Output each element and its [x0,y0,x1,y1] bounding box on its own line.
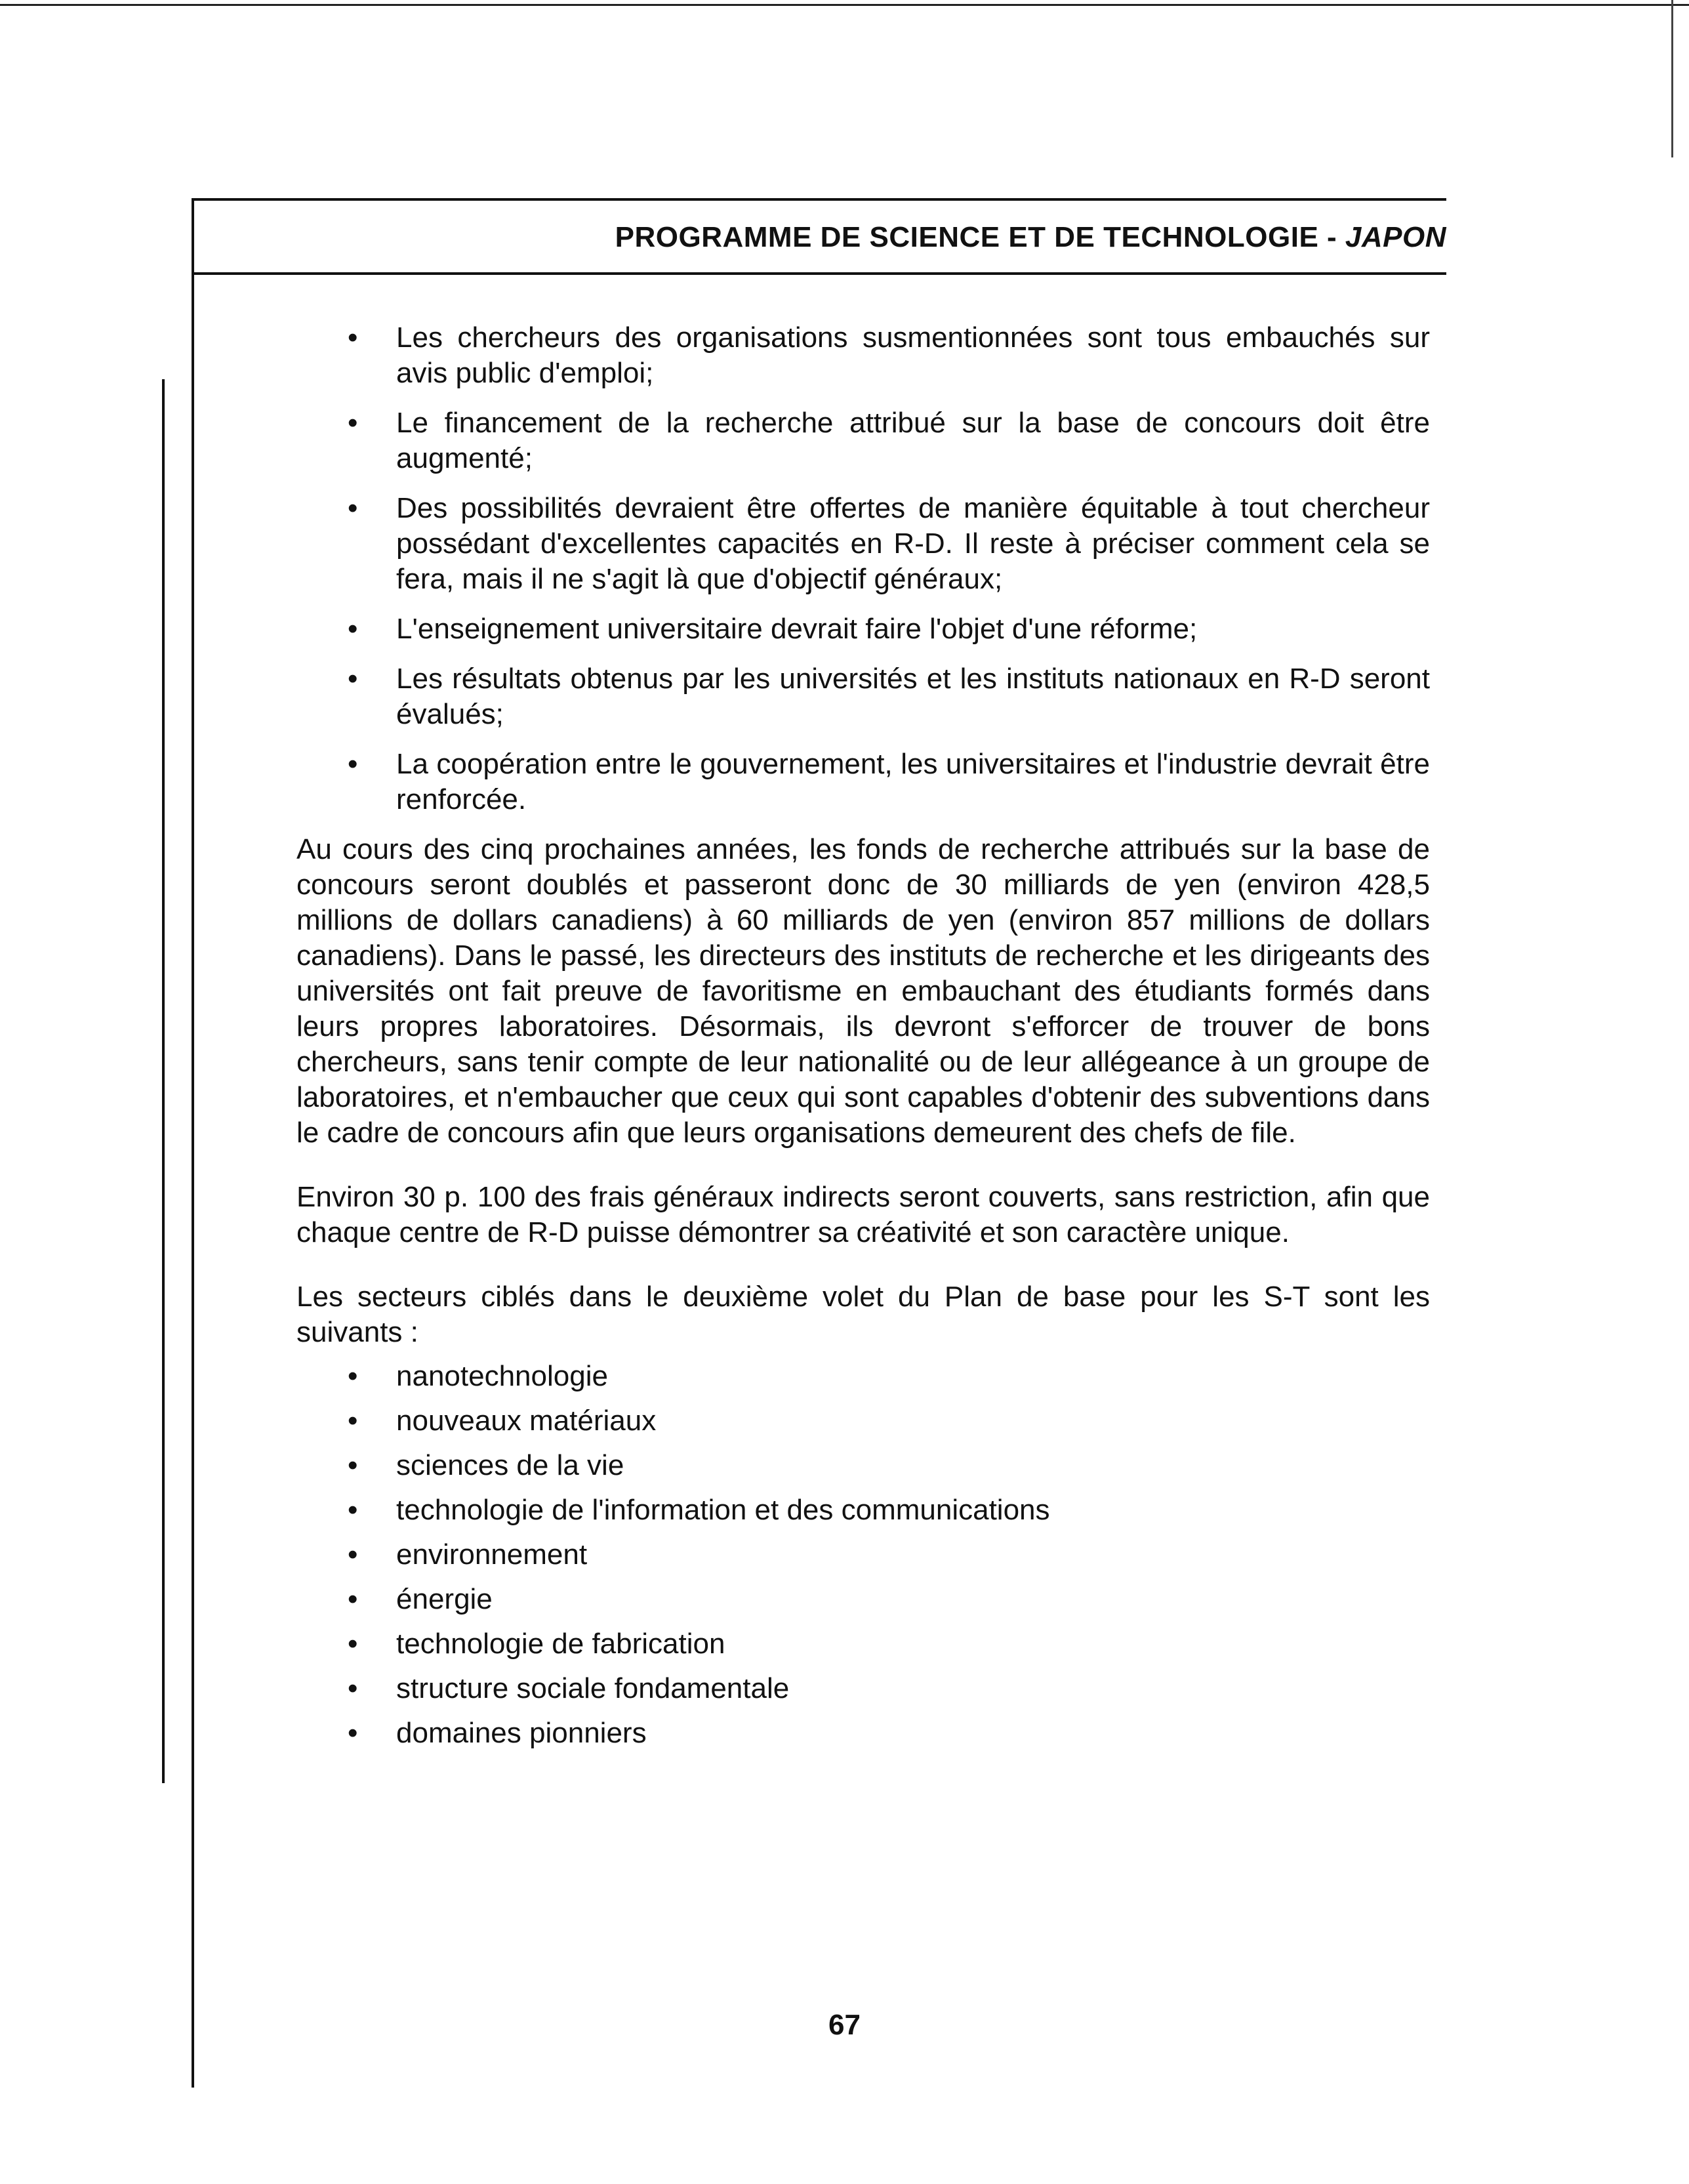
paragraph-overhead: Environ 30 p. 100 des frais généraux indirects seront couverts, sans restriction, afin que chaque centre de R-D puisse démontrer sa créativité et son caractère unique. [296,1181,1430,1248]
list-item [296,491,1430,597]
page-body [296,320,1430,1756]
list-item-text: Le financement de la recherche attribué sur la base de concours doit être augmenté; [396,407,1430,474]
bullet-icon: • [348,663,358,695]
page-number: 67 [828,2009,861,2041]
list-item [296,1711,1430,1756]
list-item-text: domaines pionniers [396,1717,647,1749]
bullet-icon: • [348,1449,358,1481]
list-item [296,1399,1430,1443]
bullet-icon: • [348,407,358,439]
list-item-text: environnement [396,1538,588,1571]
bullet-icon: • [348,1538,358,1571]
change-margin-bar [162,379,165,1783]
scan-edge-line [1671,0,1673,157]
list-item [296,405,1430,476]
bullet-icon: • [348,1405,358,1437]
paragraph-sectors-intro: Les secteurs ciblés dans le deuxième volet du Plan de base pour les S-T sont les suivants : [296,1281,1430,1348]
header-separator: - [1318,221,1345,253]
bullet-icon: • [348,492,358,524]
list-item [296,320,1430,391]
header-rule-bottom [192,272,1446,275]
header-rule-top [192,198,1446,201]
running-header [615,221,1446,254]
list-item-text: technologie de fabrication [396,1628,725,1660]
list-item [296,611,1430,647]
frame-left-rule [192,198,194,2088]
bullet-icon: • [348,321,358,354]
bullet-icon: • [348,1717,358,1749]
list-item-text: Les chercheurs des organisations susmentionnées sont tous embauchés sur avis public d'emploi; [396,321,1430,389]
sectors-list [296,1354,1430,1756]
list-item [296,1533,1430,1577]
bullet-icon: • [348,1494,358,1526]
list-item-text: L'enseignement universitaire devrait faire l'objet d'une réforme; [396,613,1198,645]
bullet-icon: • [348,748,358,780]
list-item-text: technologie de l'information et des communications [396,1494,1050,1526]
list-item [296,1488,1430,1533]
list-item [296,747,1430,817]
list-item [296,1622,1430,1666]
list-item-text: Les résultats obtenus par les universités et les instituts nationaux en R-D seront évalués; [396,663,1430,730]
list-item [296,1577,1430,1622]
list-item-text: Des possibilités devraient être offertes de manière équitable à tout chercheur possédant d'excellentes capacités en R-D. Il reste à préciser comment cela se fera, mais il ne s'agit là que d'objectif généraux; [396,492,1430,595]
bullet-icon: • [348,1360,358,1392]
list-item-text: sciences de la vie [396,1449,624,1481]
list-item-text: nouveaux matériaux [396,1405,657,1437]
header-title: PROGRAMME DE SCIENCE ET DE TECHNOLOGIE [615,221,1319,253]
list-item [296,1443,1430,1488]
list-item-text: structure sociale fondamentale [396,1672,790,1704]
bullet-icon: • [348,1672,358,1704]
list-item-text: nanotechnologie [396,1360,608,1392]
bullet-icon: • [348,613,358,645]
bullet-icon: • [348,1583,358,1615]
paragraph-funding: Au cours des cinq prochaines années, les fonds de recherche attribués sur la base de concours seront doublés et passeront donc de 30 milliards de yen (environ 428,5 millions de dollars canadiens) à 60 milliards de yen (environ 857 millions de dollars canadiens). Dans le passé, les directeurs des instituts de recherche et les dirigeants des universités ont fait preuve de favoritisme en embauchant des étudiants formés dans leurs propres laboratoires. Désormais, ils devront s'efforcer de trouver de bons chercheurs, sans tenir compte de leur nationalité ou de leur allégeance à un groupe de laboratoires, et n'embaucher que ceux qui sont capables d'obtenir des subventions dans le cadre de concours afin que leurs organisations demeurent des chefs de file. [296,833,1430,1149]
list-item-text: La coopération entre le gouvernement, les universitaires et l'industrie devrait être renforcée. [396,748,1430,815]
objectives-list [296,320,1430,817]
list-item [296,1666,1430,1711]
list-item [296,661,1430,732]
top-border-line [0,4,1689,6]
bullet-icon: • [348,1628,358,1660]
list-item-text: énergie [396,1583,493,1615]
header-country: JAPON [1345,221,1446,253]
list-item [296,1354,1430,1399]
